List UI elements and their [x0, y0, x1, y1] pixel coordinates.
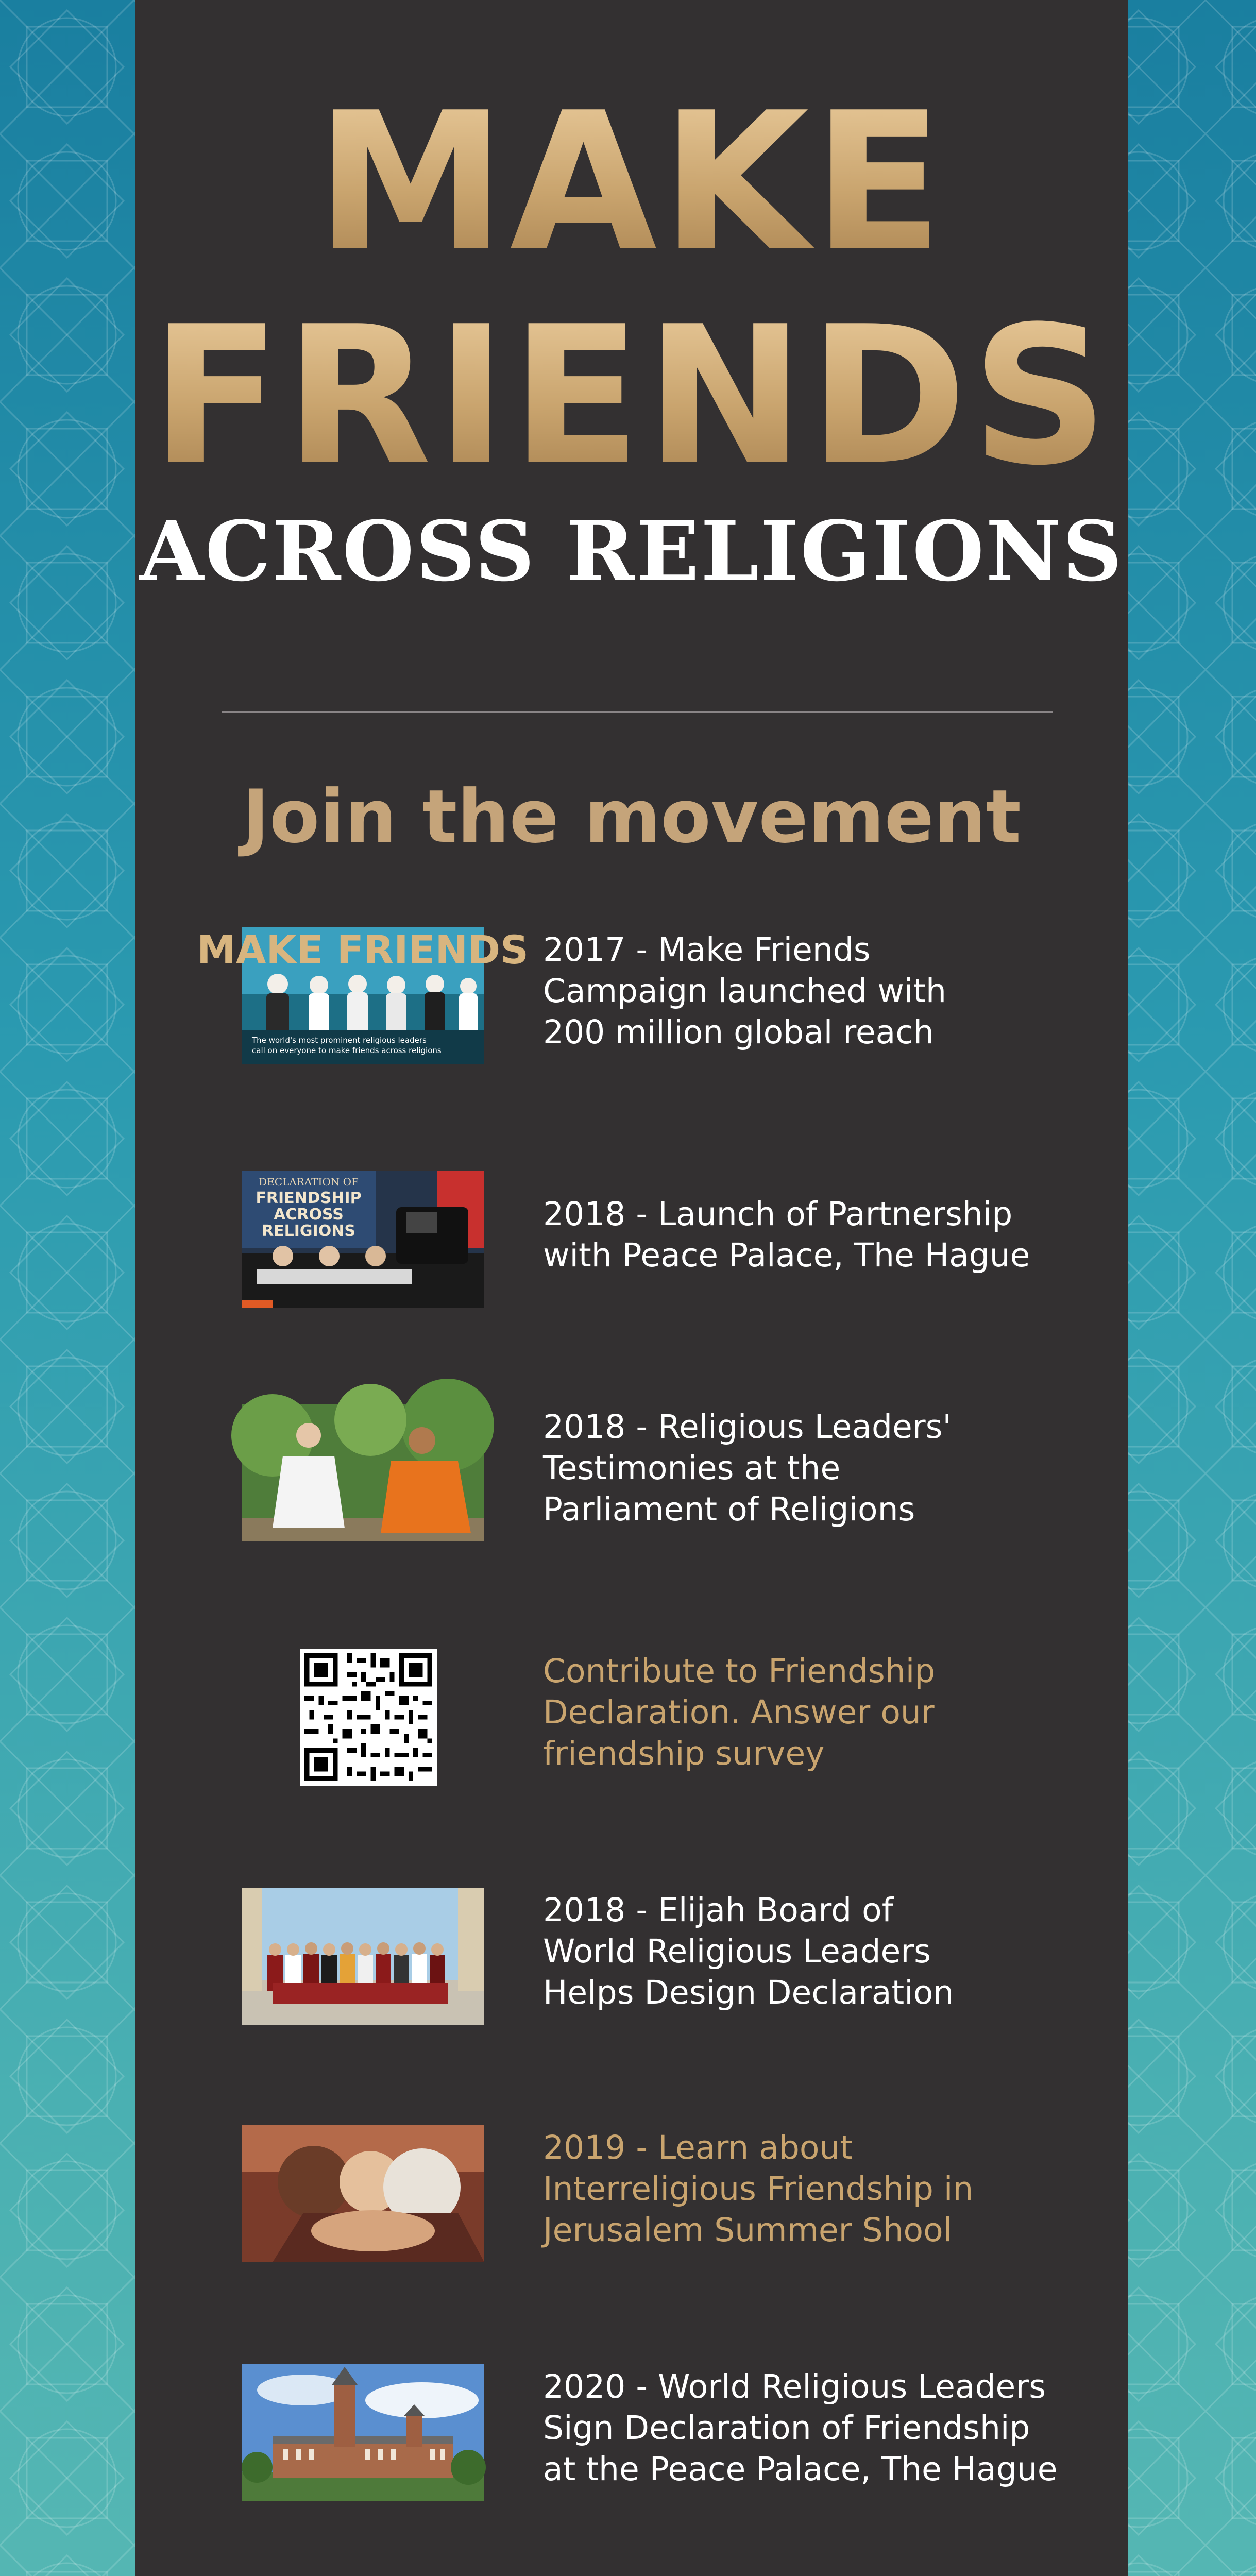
summer-school-link-text[interactable]: 2019 - Learn about Interreligious Friendship in Jerusalem Summer Shool	[543, 2129, 974, 2249]
photo-embrace-icon	[242, 2125, 484, 2262]
divider-top	[222, 711, 1053, 713]
svg-text:RELIGIONS: RELIGIONS	[262, 1222, 355, 1240]
item-text: 2018 - Elijah Board of World Religious Leaders Helps Design Declaration	[543, 1891, 954, 2011]
svg-text:FRIENDSHIP: FRIENDSHIP	[256, 1189, 362, 1207]
photo-caption-line2: call on everyone to make friends across religions	[252, 1046, 442, 1055]
survey-link-text[interactable]: Contribute to Friendship Declaration. Answer our friendship survey	[543, 1652, 936, 1772]
photo-group-leaders-icon	[242, 1888, 484, 2025]
photo-make-friends-stage-icon	[197, 927, 529, 1064]
photo-leaders-conversation-icon	[242, 1404, 484, 1541]
title-make: MAKE	[135, 88, 1128, 278]
title-friends: FRIENDS	[135, 301, 1128, 492]
photo-peace-palace-icon	[242, 2364, 484, 2501]
section-heading: Join the movement	[242, 774, 1021, 859]
item-text: 2018 - Launch of Partnership with Peace Palace, The Hague	[543, 1195, 1030, 1274]
photo-banner-text: MAKE FRIENDS	[197, 927, 529, 973]
item-text: 2018 - Religious Leaders' Testimonies at the Parliament of Religions	[543, 1408, 952, 1528]
svg-text:DECLARATION OF: DECLARATION OF	[259, 1176, 359, 1188]
content-panel	[135, 0, 1128, 2576]
qr-code-icon[interactable]	[300, 1649, 437, 1786]
photo-declaration-panel-icon	[242, 1171, 484, 1308]
title-across-religions: ACROSS RELIGIONS	[139, 503, 1124, 600]
item-text: 2017 - Make Friends Campaign launched with 200 million global reach	[543, 931, 946, 1051]
photo-caption-line1: The world's most prominent religious leaders	[252, 1036, 427, 1045]
svg-text:ACROSS: ACROSS	[274, 1206, 344, 1224]
item-text: 2020 - World Religious Leaders Sign Declaration of Friendship at the Peace Palace, The Hague	[543, 2368, 1058, 2488]
